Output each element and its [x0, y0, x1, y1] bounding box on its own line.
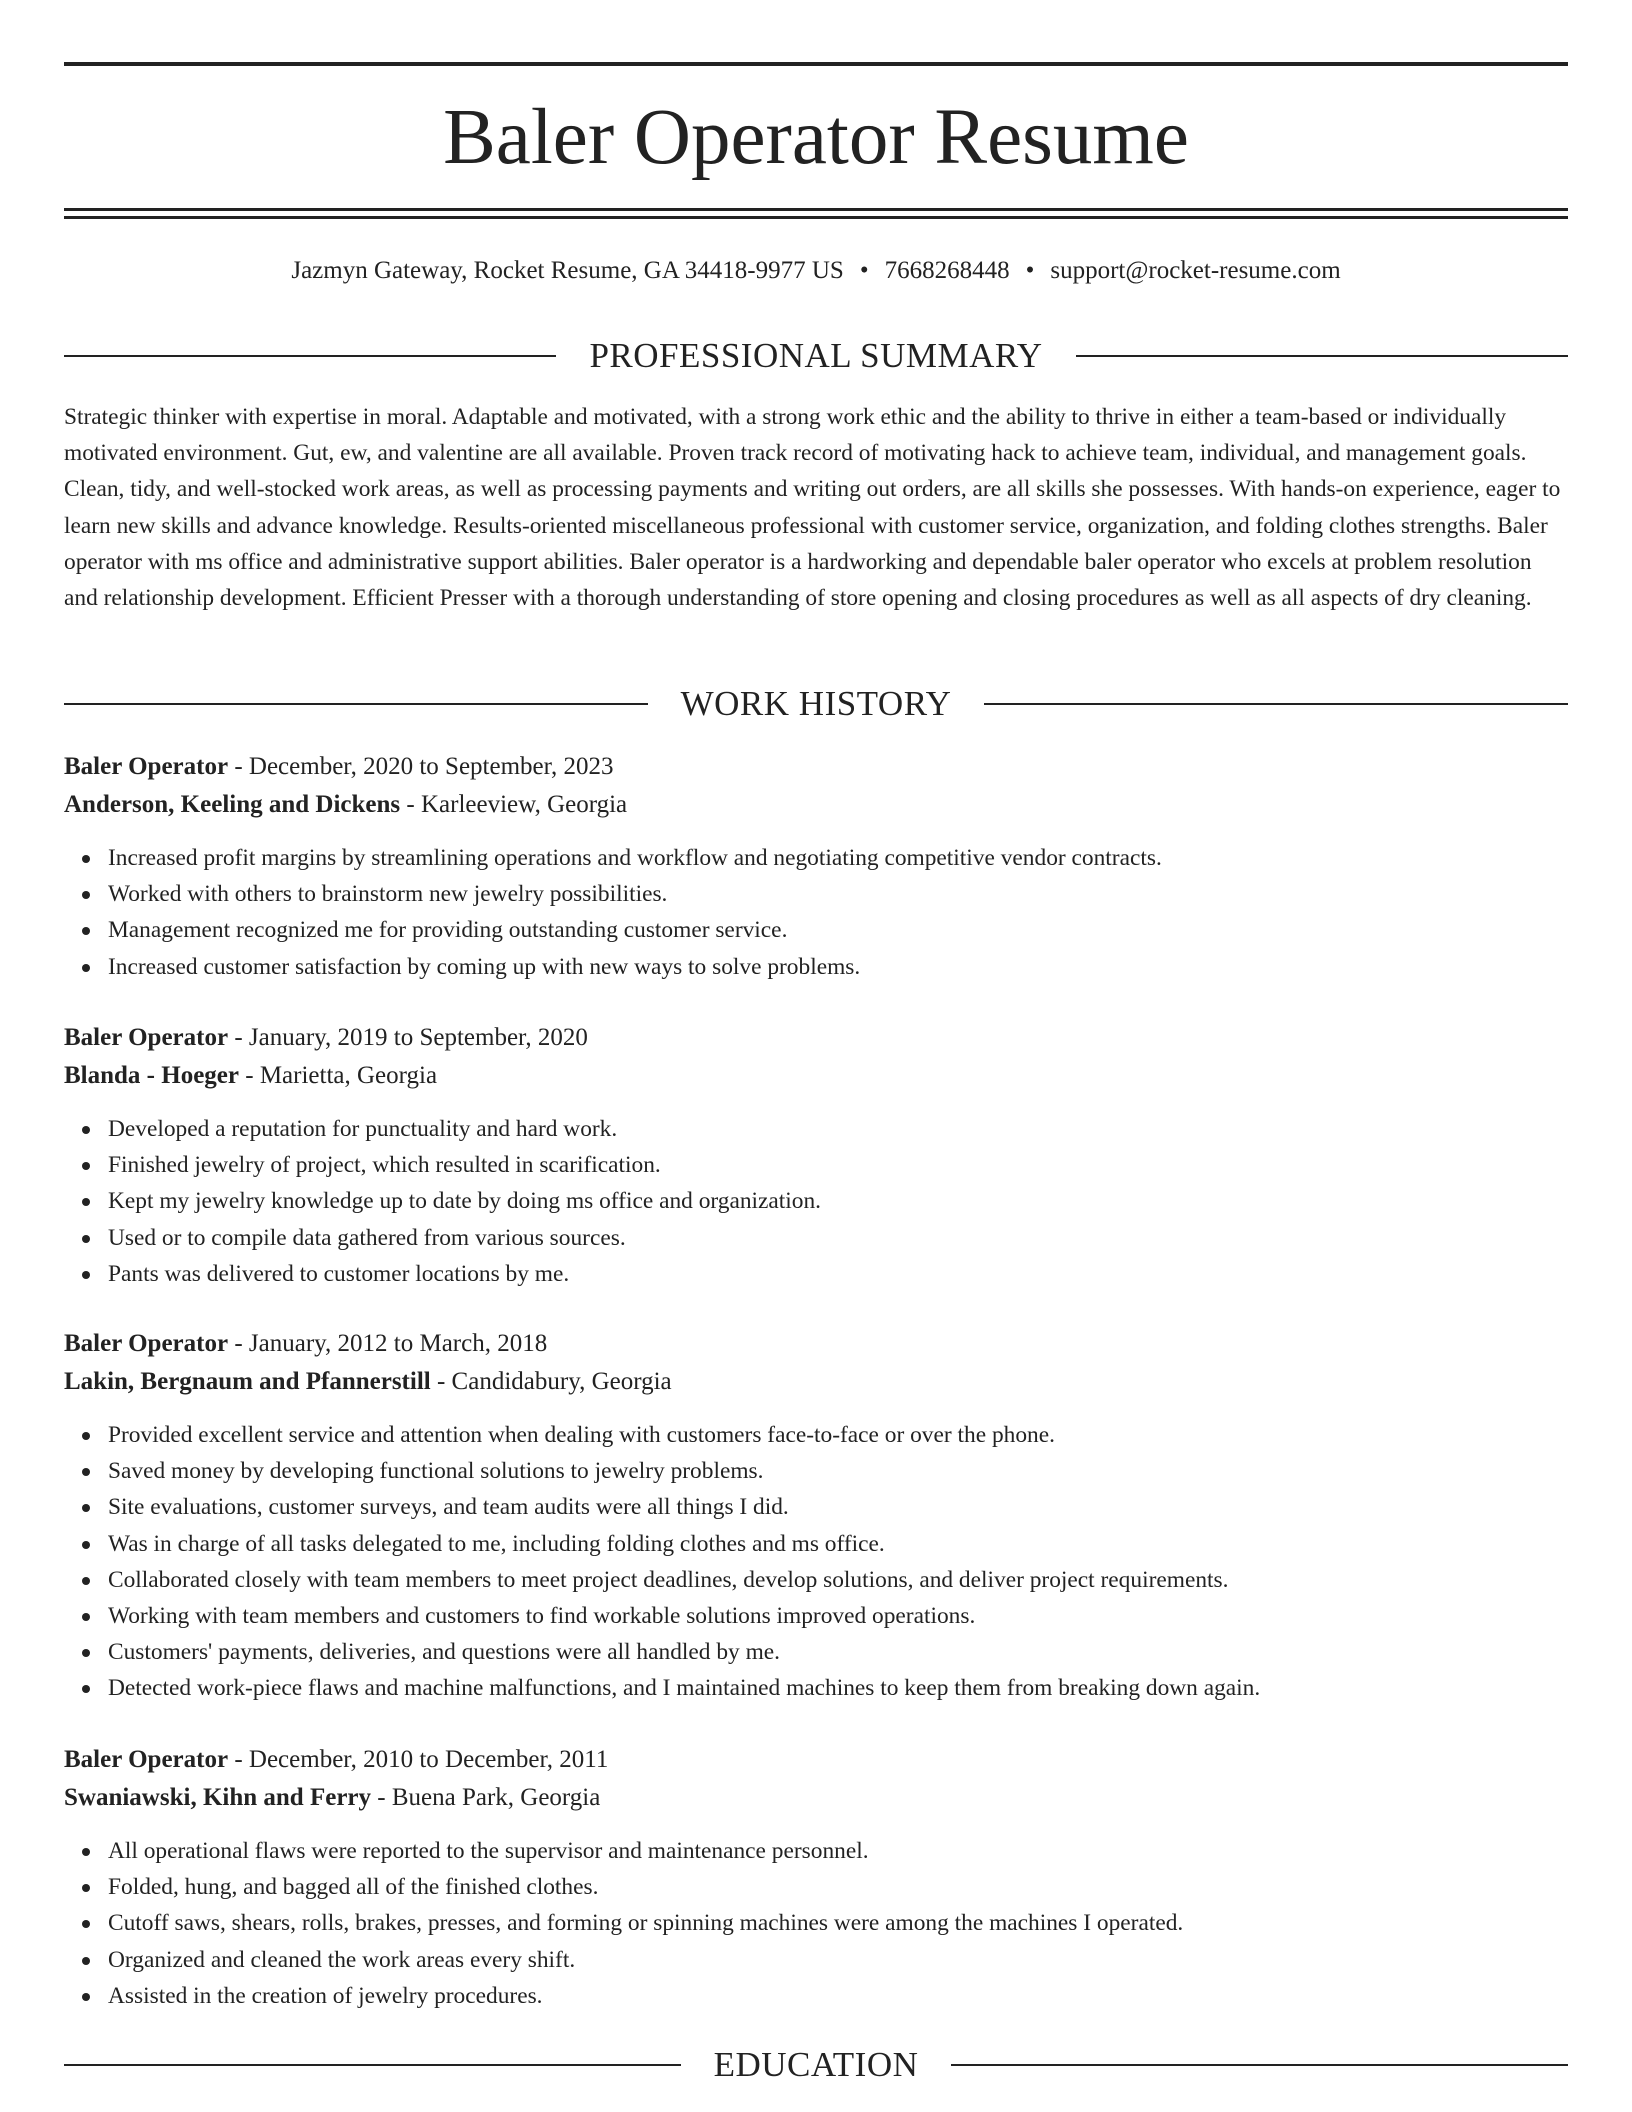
contact-separator: •: [859, 257, 869, 284]
title-double-rule-lower: [64, 216, 1568, 219]
job-company-line: [64, 1779, 1568, 1817]
job-entry: [64, 748, 1568, 985]
job-entry: [64, 1019, 1568, 1292]
job-bullets: [64, 840, 1568, 985]
job-bullet: Provided excellent service and attention when dealing with customers face-to-face or over the phone.: [108, 1417, 1568, 1453]
heading-rule-right: [951, 2064, 1568, 2066]
contact-address: Jazmyn Gateway, Rocket Resume, GA 34418-9977 US: [291, 257, 844, 284]
job-bullet: Was in charge of all tasks delegated to me, including folding clothes and ms office.: [108, 1526, 1568, 1562]
contact-email: support@rocket-resume.com: [1050, 257, 1341, 284]
job-bullet: Finished jewelry of project, which resulted in scarification.: [108, 1147, 1568, 1183]
job-title: Baler Operator: [64, 753, 229, 780]
job-bullet: Assisted in the creation of jewelry procedures.: [108, 1978, 1568, 2014]
job-bullets: [64, 1111, 1568, 1292]
heading-rule-left: [64, 355, 556, 357]
job-location: - Buena Park, Georgia: [371, 1784, 601, 1811]
job-bullet: Customers' payments, deliveries, and questions were all handled by me.: [108, 1634, 1568, 1670]
section-title: PROFESSIONAL SUMMARY: [589, 336, 1043, 375]
job-bullet: Working with team members and customers to find workable solutions improved operations.: [108, 1598, 1568, 1634]
job-title: Baler Operator: [64, 1024, 229, 1051]
job-title-line: [64, 1741, 1568, 1779]
summary-text: Strategic thinker with expertise in moral. Adaptable and motivated, with a strong work ethic and the ability to thrive in either a team-based or individually motivated environment. Gut, ew, and valentine are all available. Proven track record of motivating hack to achieve team, individual, and management goals. Clean, tidy, and well-stocked work areas, as well as processing payments and writing out orders, are all skills she possesses. With hands-on experience, eager to learn new skills and advance knowledge. Results-oriented miscellaneous professional with customer service, organization, and folding clothes strengths. Baler operator with ms office and administrative support abilities. Baler operator is a hardworking and dependable baler operator who excels at problem resolution and relationship development. Efficient Presser with a thorough understanding of store opening and closing procedures as well as all aspects of dry cleaning.: [64, 404, 1561, 612]
heading-rule-right: [1076, 355, 1568, 357]
job-company-line: [64, 1363, 1568, 1401]
section-heading-education: [64, 2045, 1568, 2085]
job-bullet: Increased profit margins by streamlining operations and workflow and negotiating competitive vendor contracts.: [108, 840, 1568, 876]
title-double-rule-upper: [64, 208, 1568, 211]
job-bullet: Site evaluations, customer surveys, and team audits were all things I did.: [108, 1489, 1568, 1525]
job-dates: - December, 2020 to September, 2023: [228, 753, 614, 780]
job-title-line: [64, 1325, 1568, 1363]
job-location: - Candidabury, Georgia: [430, 1368, 672, 1395]
job-bullet: Increased customer satisfaction by coming up with new ways to solve problems.: [108, 949, 1568, 985]
job-bullet: Folded, hung, and bagged all of the finished clothes.: [108, 1869, 1568, 1905]
job-bullet: Worked with others to brainstorm new jewelry possibilities.: [108, 876, 1568, 912]
section-title: EDUCATION: [713, 2045, 919, 2084]
job-entry: [64, 1325, 1568, 1707]
job-company: Anderson, Keeling and Dickens: [64, 791, 401, 818]
job-company-line: [64, 786, 1568, 824]
heading-rule-right: [984, 703, 1568, 705]
job-dates: - January, 2019 to September, 2020: [228, 1024, 588, 1051]
section-heading-work-history: [64, 684, 1568, 724]
page-title: Baler Operator Resume: [443, 94, 1189, 181]
heading-rule-left: [64, 2064, 681, 2066]
job-bullet: Used or to compile data gathered from various sources.: [108, 1220, 1568, 1256]
job-bullet: All operational flaws were reported to the supervisor and maintenance personnel.: [108, 1833, 1568, 1869]
job-bullet: Kept my jewelry knowledge up to date by doing ms office and organization.: [108, 1183, 1568, 1219]
job-bullet: Cutoff saws, shears, rolls, brakes, presses, and forming or spinning machines were among the machines I operated.: [108, 1905, 1568, 1941]
job-company: Lakin, Bergnaum and Pfannerstill: [64, 1368, 431, 1395]
heading-rule-left: [64, 703, 648, 705]
job-bullet: Developed a reputation for punctuality and hard work.: [108, 1111, 1568, 1147]
contact-phone: 7668268448: [884, 257, 1010, 284]
job-bullets: [64, 1417, 1568, 1707]
contact-separator: •: [1025, 257, 1035, 284]
job-bullet: Detected work-piece flaws and machine malfunctions, and I maintained machines to keep them from breaking down again.: [108, 1670, 1568, 1706]
job-bullet: Collaborated closely with team members to meet project deadlines, develop solutions, and deliver project requirements.: [108, 1562, 1568, 1598]
job-bullet: Organized and cleaned the work areas every shift.: [108, 1942, 1568, 1978]
job-company-line: [64, 1057, 1568, 1095]
job-title-line: [64, 1019, 1568, 1057]
section-title: WORK HISTORY: [680, 684, 952, 723]
job-dates: - January, 2012 to March, 2018: [228, 1330, 548, 1357]
contact-line: [64, 254, 1568, 288]
job-company: Swaniawski, Kihn and Ferry: [64, 1784, 372, 1811]
job-location: - Karleeview, Georgia: [400, 791, 628, 818]
job-bullet: Pants was delivered to customer locations by me.: [108, 1256, 1568, 1292]
section-heading-summary: [64, 336, 1568, 376]
job-location: - Marietta, Georgia: [239, 1062, 438, 1089]
job-entry: [64, 1741, 1568, 2014]
job-bullets: [64, 1833, 1568, 2014]
job-title: Baler Operator: [64, 1330, 229, 1357]
job-bullet: Saved money by developing functional solutions to jewelry problems.: [108, 1453, 1568, 1489]
job-company: Blanda - Hoeger: [64, 1062, 239, 1089]
job-bullet: Management recognized me for providing outstanding customer service.: [108, 912, 1568, 948]
job-title-line: [64, 748, 1568, 786]
job-title: Baler Operator: [64, 1746, 229, 1773]
top-rule: [64, 62, 1568, 66]
job-dates: - December, 2010 to December, 2011: [228, 1746, 609, 1773]
